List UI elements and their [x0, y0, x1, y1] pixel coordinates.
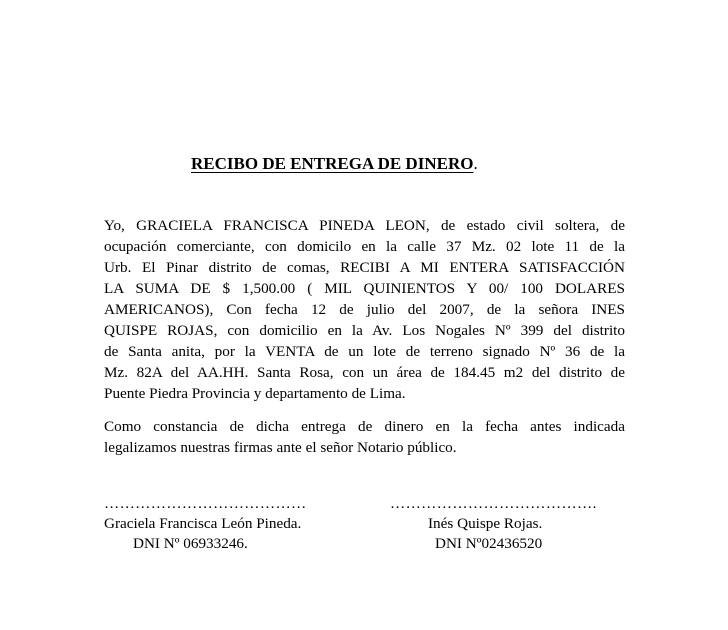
paragraph-line: QUISPE ROJAS, con domicilio en la Av. Los Nogales Nº 399 del distrito [104, 322, 625, 339]
paragraph-line: Urb. El Pinar distrito de comas, RECIBI A MI ENTERA SATISFACCIÓN [104, 259, 625, 276]
left-signer-dni: DNI Nº 06933246. [133, 535, 248, 552]
paragraph-line: Mz. 82A del AA.HH. Santa Rosa, con un área de 184.45 m2 del distrito de [104, 364, 625, 381]
constancy-paragraph [104, 416, 625, 458]
document-title [191, 154, 478, 174]
document-title-period: . [473, 154, 478, 173]
paragraph-line: Yo, GRACIELA FRANCISCA PINEDA LEON, de estado civil soltera, de [104, 217, 625, 234]
document-title-text: RECIBO DE ENTREGA DE DINERO [191, 154, 474, 173]
paragraph-line: Como constancia de dicha entrega de dinero en la fecha antes indicada [104, 418, 625, 435]
left-signature-line: ………………………………… [104, 495, 307, 512]
paragraph-line: ocupación comerciante, con domicilo en la calle 37 Mz. 02 lote 11 de la [104, 238, 625, 255]
right-signer-dni: DNI Nº02436520 [435, 535, 543, 552]
left-signer-name: Graciela Francisca León Pineda. [104, 515, 302, 532]
receipt-paragraph [104, 215, 625, 404]
right-signature-line: …………………………………. [390, 495, 597, 512]
paragraph-line: Puente Piedra Provincia y departamento de Lima. [104, 385, 406, 402]
right-signer-name: Inés Quispe Rojas. [428, 515, 543, 532]
paragraph-line: AMERICANOS), Con fecha 12 de julio del 2007, de la señora INES [104, 301, 625, 318]
paragraph-line: LA SUMA DE $ 1,500.00 ( MIL QUINIENTOS Y 00/ 100 DOLARES [104, 280, 625, 297]
paragraph-line: legalizamos nuestras firmas ante el señor Notario público. [104, 439, 457, 456]
paragraph-line: de Santa anita, por la VENTA de un lote de terreno signado Nº 36 de la [104, 343, 625, 360]
